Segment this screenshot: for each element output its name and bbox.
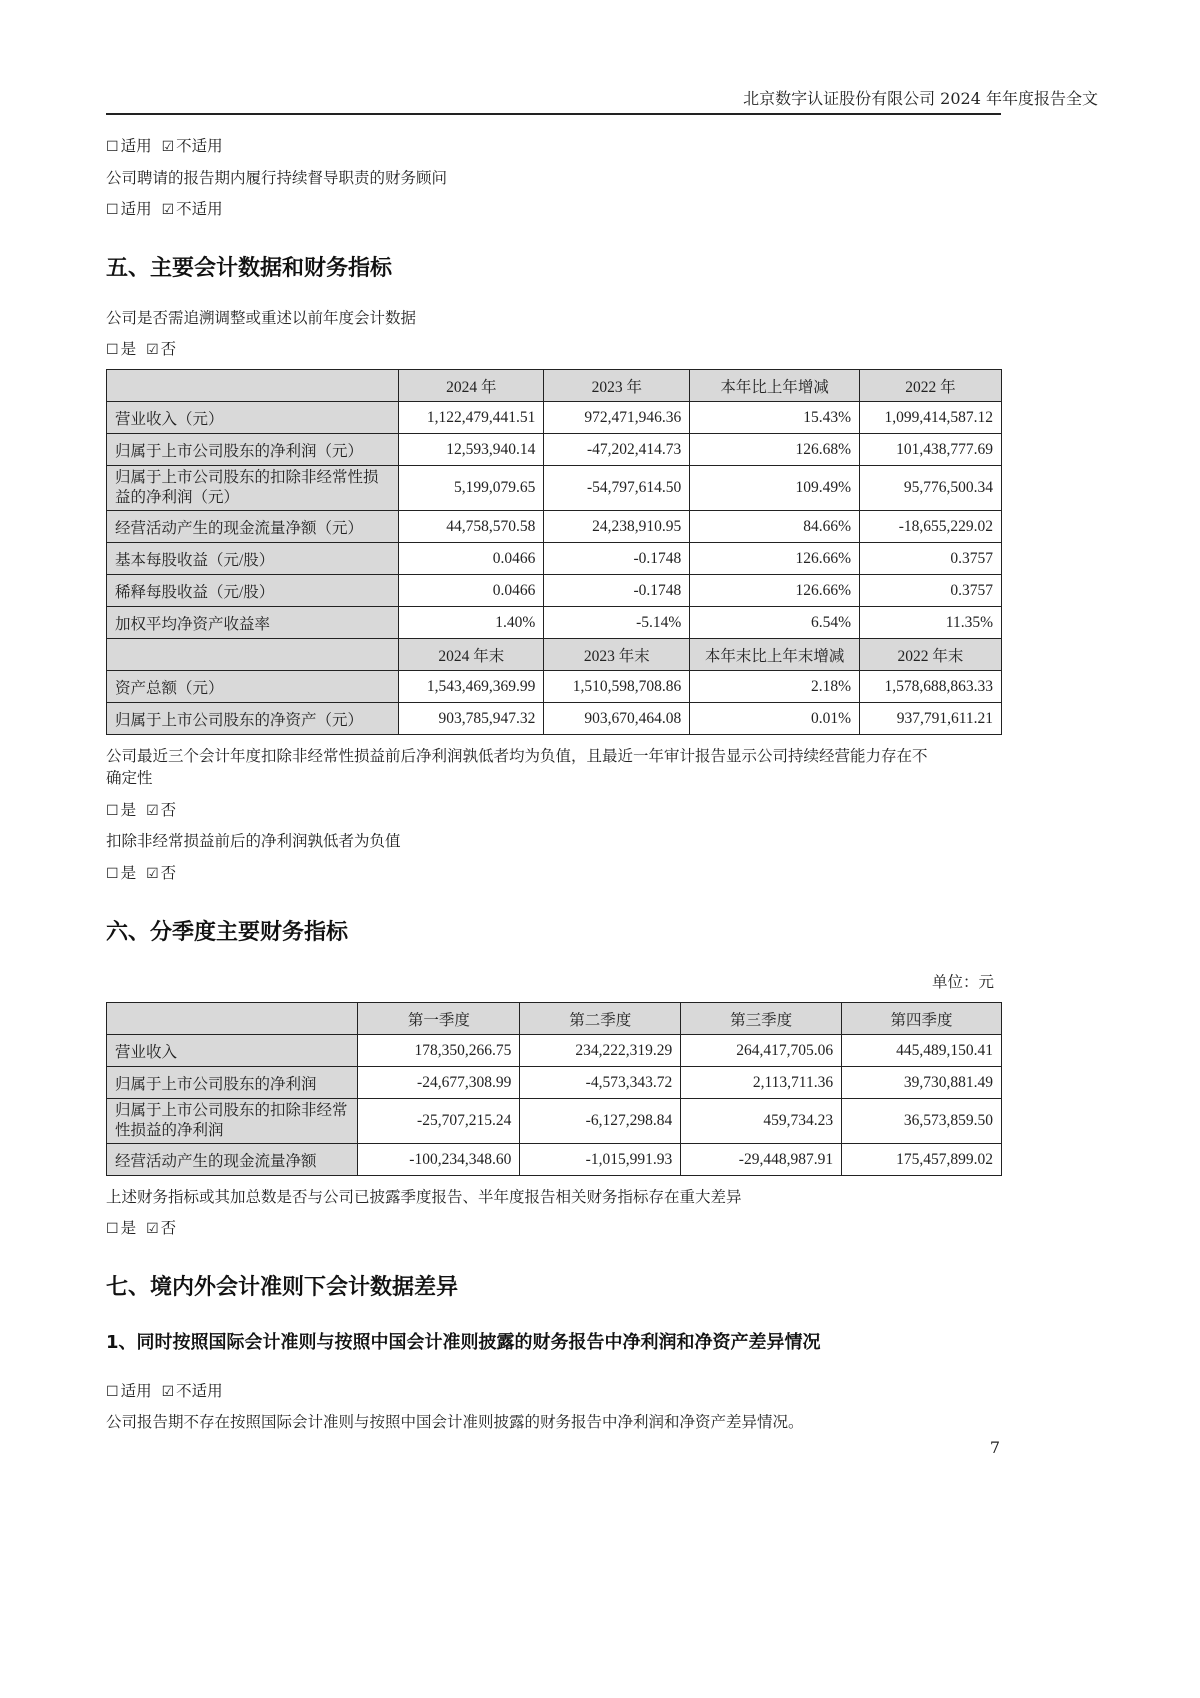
table-header-row: 第一季度 第二季度 第三季度 第四季度 [107, 1003, 1002, 1035]
section7-sub1-answer: ☐ 适用 ☑ 不适用 [106, 1382, 223, 1400]
table-row: 营业收入 178,350,266.75 234,222,319.29 264,417,705.06 445,489,150.41 [107, 1035, 1002, 1067]
header-divider [106, 113, 1001, 115]
checked-box-icon: ☑ [161, 139, 175, 155]
page-number: 7 [989, 1438, 1000, 1457]
table-row: 归属于上市公司股东的扣除非经常性损益的净利润（元） 5,199,079.65 -54,797,614.50 109.49% 95,776,500.34 [107, 466, 1002, 511]
unchecked-box-icon: ☐ [106, 139, 119, 155]
section7-sub1-heading: 1、同时按照国际会计准则与按照中国会计准则披露的财务报告中净利润和净资产差异情况 [106, 1332, 821, 1353]
table-row: 归属于上市公司股东的扣除非经常性损益的净利润 -25,707,215.24 -6,127,298.84 459,734.23 36,573,859.50 [107, 1099, 1002, 1144]
section5-question: 公司是否需追溯调整或重述以前年度会计数据 [106, 309, 417, 327]
negative-profit-answer: ☐ 是 ☑ 否 [106, 864, 177, 882]
table-subheader-row: 2024 年末 2023 年末 本年末比上年末增减 2022 年末 [107, 639, 1002, 671]
section7-sub1-text: 公司报告期不存在按照国际会计准则与按照中国会计准则披露的财务报告中净利润和净资产差异情况。 [106, 1413, 804, 1431]
table-row: 归属于上市公司股东的净资产（元） 903,785,947.32 903,670,464.08 0.01% 937,791,611.21 [107, 703, 1002, 735]
quarterly-difference-answer: ☐ 是 ☑ 否 [106, 1219, 177, 1237]
table-row: 加权平均净资产收益率 1.40% -5.14% 6.54% 11.35% [107, 607, 1002, 639]
going-concern-note: 公司最近三个会计年度扣除非经常性损益前后净利润孰低者均为负值，且最近一年审计报告显示公司持续经营能力存在不 [106, 747, 928, 765]
table-header-row: 2024 年 2023 年 本年比上年增减 2022 年 [107, 370, 1002, 402]
checked-box-icon: ☑ [161, 1384, 175, 1400]
table-row: 归属于上市公司股东的净利润（元） 12,593,940.14 -47,202,414.73 126.68% 101,438,777.69 [107, 434, 1002, 466]
table-row: 经营活动产生的现金流量净额 -100,234,348.60 -1,015,991.93 -29,448,987.91 175,457,899.02 [107, 1144, 1002, 1176]
quarterly-financial-table [106, 1002, 1002, 1176]
checked-box-icon: ☑ [146, 342, 159, 358]
unit-label: 单位：元 [931, 973, 994, 991]
section5-heading: 五、主要会计数据和财务指标 [106, 256, 393, 281]
section7-heading: 七、境内外会计准则下会计数据差异 [106, 1275, 459, 1300]
section6-heading: 六、分季度主要财务指标 [106, 920, 349, 945]
unchecked-box-icon: ☐ [106, 1221, 119, 1237]
checked-box-icon: ☑ [161, 202, 175, 218]
going-concern-answer: ☐ 是 ☑ 否 [106, 801, 177, 819]
table-row: 经营活动产生的现金流量净额（元） 44,758,570.58 24,238,910.95 84.66% -18,655,229.02 [107, 511, 1002, 543]
unchecked-box-icon: ☐ [106, 342, 119, 358]
table-row: 归属于上市公司股东的净利润 -24,677,308.99 -4,573,343.72 2,113,711.36 39,730,881.49 [107, 1067, 1002, 1099]
table-row: 营业收入（元） 1,122,479,441.51 972,471,946.36 15.43% 1,099,414,587.12 [107, 402, 1002, 434]
checked-box-icon: ☑ [146, 866, 159, 882]
unchecked-box-icon: ☐ [106, 803, 119, 819]
table-row: 稀释每股收益（元/股） 0.0466 -0.1748 126.66% 0.3757 [107, 575, 1002, 607]
checked-box-icon: ☑ [146, 803, 159, 819]
applicability-line-2: ☐ 适用 ☑ 不适用 [106, 200, 223, 218]
checked-box-icon: ☑ [146, 1221, 159, 1237]
table-row: 资产总额（元） 1,543,469,369.99 1,510,598,708.86 2.18% 1,578,688,863.33 [107, 671, 1002, 703]
table-row: 基本每股收益（元/股） 0.0466 -0.1748 126.66% 0.3757 [107, 543, 1002, 575]
unchecked-box-icon: ☐ [106, 866, 119, 882]
applicability-line-1: ☐ 适用 ☑ 不适用 [106, 137, 223, 155]
advisor-text: 公司聘请的报告期内履行持续督导职责的财务顾问 [106, 169, 448, 187]
unchecked-box-icon: ☐ [106, 1384, 119, 1400]
going-concern-note-cont: 确定性 [106, 769, 153, 787]
section5-answer: ☐ 是 ☑ 否 [106, 340, 177, 358]
key-financial-data-table [106, 369, 1002, 735]
running-header: 北京数字认证股份有限公司 2024 年年度报告全文 [743, 89, 1098, 108]
quarterly-difference-question: 上述财务指标或其加总数是否与公司已披露季度报告、半年度报告相关财务指标存在重大差异 [106, 1188, 742, 1206]
unchecked-box-icon: ☐ [106, 202, 119, 218]
negative-profit-note: 扣除非经常损益前后的净利润孰低者为负值 [106, 832, 401, 850]
